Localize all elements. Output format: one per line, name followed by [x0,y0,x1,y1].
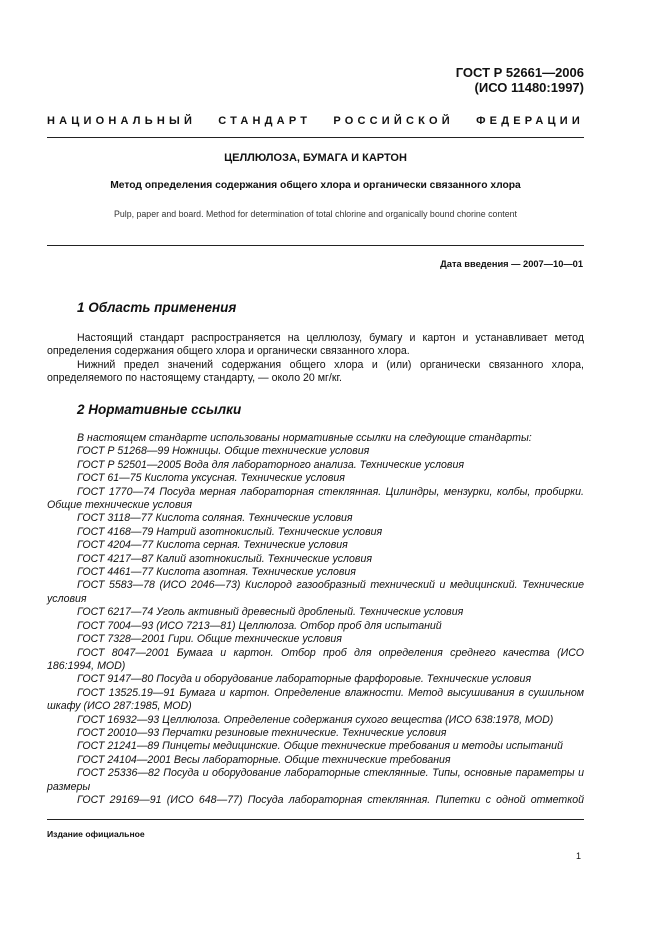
reference-item: ГОСТ 7328—2001 Гири. Общие технические условия [77,633,342,646]
reference-item: ГОСТ Р 51268—99 Ножницы. Общие технические условия [77,445,370,458]
reference-item: ГОСТ 4168—79 Натрий азотнокислый. Технические условия [77,525,383,538]
reference-item: ГОСТ 25336—82 Посуда и оборудование лабораторные стеклянные. Типы, основные параметры и размеры [47,767,584,793]
document-subject: ЦЕЛЛЮЛОЗА, БУМАГА И КАРТОН [224,152,407,164]
banner-word-1: НАЦИОНАЛЬНЫЙ [47,115,197,127]
page-number: 1 [575,851,581,861]
references-intro: В настоящем стандарте использованы нормативные ссылки на следующие стандарты: [77,432,532,444]
reference-item: ГОСТ 24104—2001 Весы лабораторные. Общие технические требования [77,753,451,766]
gost-number: ГОСТ Р 52661—2006 [455,65,584,80]
banner-word-3: РОССИЙСКОЙ [333,115,454,127]
reference-item: ГОСТ 7004—93 (ИСО 7213—81) Целлюлоза. Отбор проб для испытаний [77,619,442,632]
footer-divider [47,819,584,820]
reference-item: ГОСТ 20010—93 Перчатки резиновые технические. Технические условия [77,726,447,739]
document-title-en: Pulp, paper and board. Method for determination of total chlorine and organically bound chorine content [114,209,517,219]
reference-item: ГОСТ Р 52501—2005 Вода для лабораторного анализа. Технические условия [77,458,464,471]
section-1-body [47,332,584,386]
reference-item: ГОСТ 21241—89 Пинцеты медицинские. Общие технические требования и методы испытаний [77,740,563,753]
introduction-date: Дата введения — 2007—10—01 [440,259,583,269]
banner-word-4: ФЕДЕРАЦИИ [476,115,584,127]
reference-item: ГОСТ 4217—87 Калий азотнокислый. Технические условия [77,552,372,565]
reference-item: ГОСТ 13525.19—91 Бумага и картон. Определение влажности. Метод высушивания в сушильном шкафу (ИСО 287:1985, MOD) [47,686,584,713]
section-1-heading: 1 Область применения [77,300,237,315]
reference-item: ГОСТ 4204—77 Кислота серная. Технические условия [77,539,348,552]
reference-item: ГОСТ 6217—74 Уголь активный древесный дробленый. Технические условия [77,606,464,619]
title-divider [47,245,584,246]
paragraph: Настоящий стандарт распространяется на целлюлозу, бумагу и картон и устанавливает метод определения содержания общего хлора и органически связанного хлора. [47,332,584,358]
reference-item: ГОСТ 29169—91 (ИСО 648—77) Посуда лабораторная стеклянная. Пипетки с одной отметкой [77,793,584,806]
reference-item: ГОСТ 8047—2001 Бумага и картон. Отбор проб для определения среднего качества (ИСО 186:1994, MOD) [47,646,584,672]
banner-word-2: СТАНДАРТ [218,115,312,127]
reference-item: ГОСТ 16932—93 Целлюлоза. Определение содержания сухого вещества (ИСО 638:1978, MOD) [77,713,554,726]
document-title-ru: Метод определения содержания общего хлора и органически связанного хлора [110,180,521,191]
reference-item: ГОСТ 3118—77 Кислота соляная. Технические условия [77,512,353,525]
reference-item: ГОСТ 61—75 Кислота уксусная. Технические условия [77,472,345,485]
reference-item: ГОСТ 5583—78 (ИСО 2046—73) Кислород газообразный технический и медицинский. Технические условия [47,579,584,605]
iso-number: (ИСО 11480:1997) [474,80,584,95]
edition-label: Издание официальное [47,829,145,839]
national-standard-banner [47,115,584,127]
reference-item: ГОСТ 1770—74 Посуда мерная лабораторная стеклянная. Цилиндры, мензурки, колбы, пробирки. Общие технические условия [47,485,584,512]
top-divider [47,137,584,138]
reference-item: ГОСТ 4461—77 Кислота азотная. Технические условия [77,566,356,579]
section-2-heading: 2 Нормативные ссылки [77,402,242,417]
normative-references-list [47,432,584,807]
paragraph: Нижний предел значений содержания общего хлора и (или) органически связанного хлора, определяемого по настоящему стандарту, — около 20 мг/кг. [47,358,584,385]
reference-item: ГОСТ 9147—80 Посуда и оборудование лабораторные фарфоровые. Технические условия [77,673,532,686]
